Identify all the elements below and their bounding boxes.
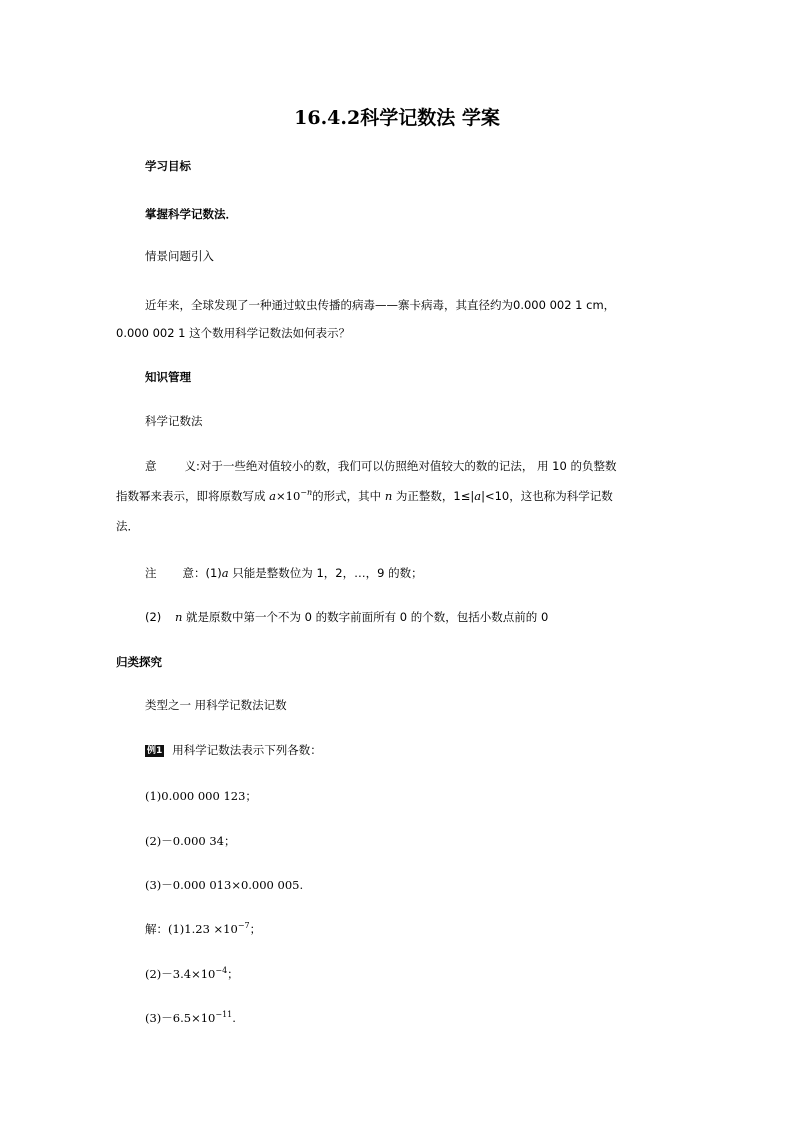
solution-3-exponent: −11: [215, 1010, 233, 1019]
objectives-item: 掌握科学记数法．: [145, 207, 237, 221]
intro-line-1: 近年来，全球发现了一种通过蚊虫传播的病毒——寨卡病毒，其直径约为0.000 002 1 cm，: [145, 298, 616, 312]
variable-a: a: [269, 489, 277, 503]
solution-3-end: .: [232, 1011, 236, 1025]
exponent-neg-n: −n: [300, 488, 313, 497]
objectives-heading: 学习目标: [145, 159, 191, 173]
note-label-b: 意: [182, 566, 194, 580]
definition-line-2: [116, 489, 613, 503]
note-label-a: 注: [145, 566, 157, 580]
note-1-variable: a: [221, 566, 229, 580]
example-item-2: (2)－0.000 34；: [145, 834, 236, 848]
solution-line-2: [145, 967, 239, 981]
times-ten: ×10: [276, 489, 301, 503]
solution-3-text: (3)－6.5×10: [145, 1011, 216, 1025]
type-1-heading: 类型之一 用科学记数法记数: [145, 698, 287, 712]
variable-n: n: [384, 489, 393, 503]
definition-label-a: 意: [145, 459, 157, 473]
solution-line-1: [145, 922, 261, 936]
note-1-text: 只能是整数位为 1，2，…，9 的数；: [228, 566, 423, 580]
solution-1-end: ；: [249, 922, 262, 936]
knowledge-subheading: 科学记数法: [145, 414, 203, 428]
note-line-2: [145, 610, 548, 624]
solution-1-exponent: −7: [237, 921, 250, 930]
example-item-3: (3)－0.000 013×0.000 005.: [145, 878, 304, 892]
note-2-prefix: (2): [145, 610, 165, 624]
solution-1-text: 解：(1)1.23 ×10: [145, 922, 238, 936]
definition-text-2b: 的形式，其中: [312, 489, 385, 503]
note-line-1: [145, 566, 423, 580]
solution-line-3: [145, 1011, 236, 1025]
example-item-1: (1)0.000 000 123；: [145, 789, 257, 803]
solution-2-text: (2)－3.4×10: [145, 967, 216, 981]
note-1-prefix: ：(1): [194, 566, 222, 580]
note-2-text: 就是原数中第一个不为 0 的数字前面所有 0 的个数，包括小数点前的 0: [182, 610, 549, 624]
definition-text-2c: 为正整数，1≤|: [392, 489, 475, 503]
example-badge: 例1: [147, 746, 163, 756]
explore-heading: 归类探究: [116, 655, 162, 669]
definition-text-2d: |<10，这也称为科学记数: [481, 489, 613, 503]
example-1-text: 用科学记数法表示下列各数：: [172, 743, 322, 757]
definition-label-b: 义: [184, 459, 196, 473]
definition-line-3: 法．: [116, 519, 139, 533]
definition-text-1: :对于一些绝对值较小的数，我们可以仿照绝对值较大的数的记法， 用 10 的负整数: [196, 459, 617, 473]
page-title: 16.4.2科学记数法 学案: [294, 107, 500, 129]
knowledge-heading: 知识管理: [145, 370, 191, 384]
definition-line-1: [145, 459, 616, 473]
example-1-line: [145, 743, 322, 757]
intro-line-2: 0.000 002 1 这个数用科学记数法如何表示？: [116, 326, 351, 340]
solution-2-exponent: −4: [215, 966, 228, 975]
variable-a-abs: a: [474, 489, 482, 503]
solution-2-end: ；: [227, 967, 239, 981]
intro-heading: 情景问题引入: [145, 249, 214, 263]
note-2-variable: n: [174, 610, 183, 624]
definition-text-2a: 指数幂来表示，即将原数写成: [116, 489, 270, 503]
